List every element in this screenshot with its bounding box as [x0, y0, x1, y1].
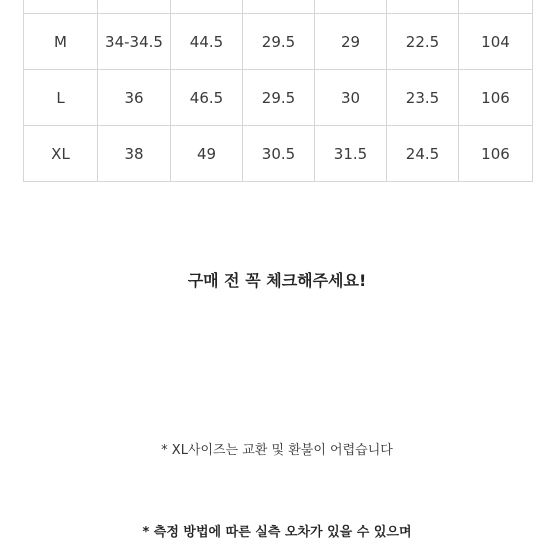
size-label: M [24, 14, 98, 70]
table-cell: 29.5 [243, 14, 315, 70]
check-before-purchase-heading: 구매 전 꼭 체크해주세요! [187, 271, 367, 290]
table-cell: 36 [98, 70, 171, 126]
size-chart-table [23, 0, 533, 182]
table-cell: 44.5 [171, 14, 243, 70]
table-cell: 106 [459, 126, 533, 182]
size-label: L [24, 70, 98, 126]
table-row-size-m [24, 14, 533, 70]
table-cell: 31.5 [315, 126, 387, 182]
table-cell: 23.5 [387, 70, 459, 126]
table-row-size-l [24, 70, 533, 126]
xl-no-exchange-notice: * XL사이즈는 교환 및 환불이 어렵습니다 [161, 443, 393, 458]
table-row-size-xl [24, 126, 533, 182]
table-cell: 104 [459, 14, 533, 70]
table-cell: 49 [171, 126, 243, 182]
table-cell: 38 [98, 126, 171, 182]
measurement-error-notice: * 측정 방법에 따른 실측 오차가 있을 수 있으며 [142, 525, 412, 540]
size-label: XL [24, 126, 98, 182]
table-cell: 24.5 [387, 126, 459, 182]
table-cell: 34-34.5 [98, 14, 171, 70]
table-cell: 30 [315, 70, 387, 126]
table-cell: 22.5 [387, 14, 459, 70]
table-row-partial-header [24, 0, 533, 14]
table-cell: 106 [459, 70, 533, 126]
table-cell: 30.5 [243, 126, 315, 182]
table-cell: 46.5 [171, 70, 243, 126]
table-cell: 29 [315, 14, 387, 70]
table-cell: 29.5 [243, 70, 315, 126]
